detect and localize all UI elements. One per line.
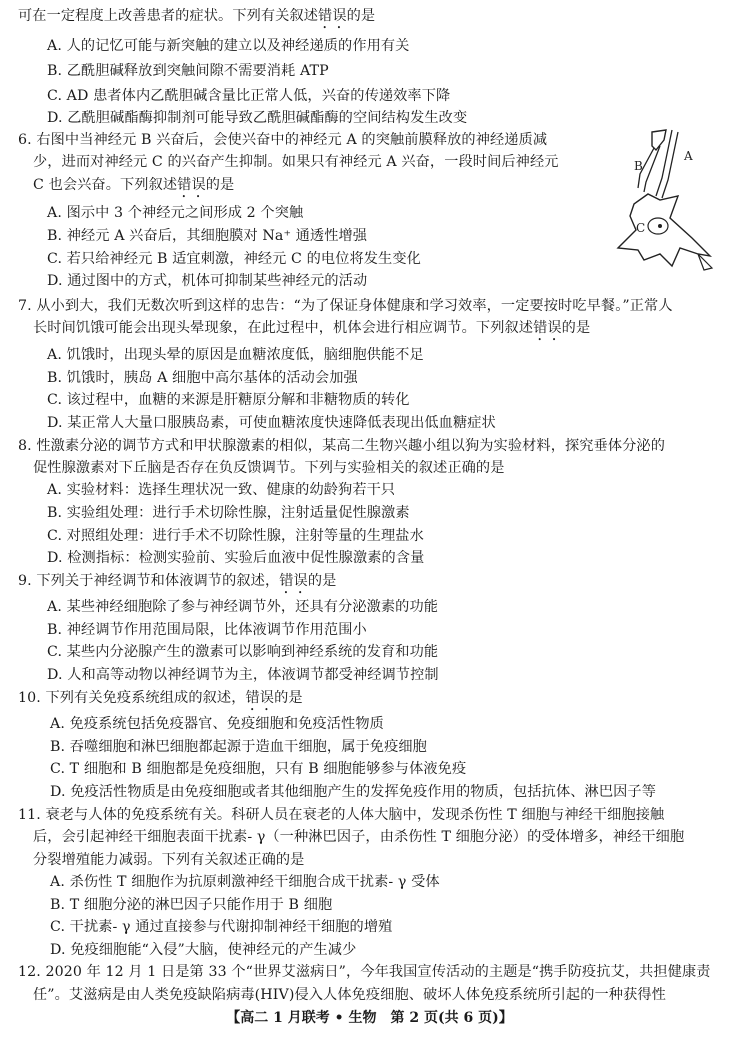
option-c: C. 干扰素- γ 通过直接参与代谢抑制神经干细胞的增殖 — [50, 919, 393, 935]
question-6-stem-cont: 少，进而对神经元 C 的兴奋产生抑制。如果只有神经元 A 兴奋，一段时间后神经元 — [33, 154, 559, 170]
option-d: D. 免疫活性物质是由免疫细胞或者其他细胞产生的发挥免疫作用的物质，包括抗体、淋巴因子等 — [50, 784, 656, 800]
option-c: C. 该过程中，血糖的来源是肝糖原分解和非糖物质的转化 — [47, 392, 410, 408]
question-11-stem: 11. 衰老与人体的免疫系统有关。科研人员在衰老的人体大脑中，发现杀伤性 T 细胞与神经干细胞接触 — [18, 807, 665, 823]
option-a: A. 某些神经细胞除了参与神经调节外，还具有分泌激素的功能 — [47, 599, 439, 615]
option-a: A. 免疫系统包括免疫器官、免疫细胞和免疫活性物质 — [50, 716, 384, 732]
option-b: B. 神经调节作用范围局限，比体液调节作用范围小 — [47, 622, 367, 638]
page-footer — [0, 1008, 739, 1028]
bracket-open: 【 — [226, 1010, 241, 1026]
label-a: A — [684, 149, 693, 163]
option-c: C. 对照组处理：进行手术不切除性腺，注射等量的生理盐水 — [47, 528, 424, 544]
option-b: B. 乙酰胆碱释放到突触间隙不需要消耗 ATP — [47, 63, 329, 79]
text: C 也会兴奋。下列叙述 — [33, 177, 178, 193]
option-c: C. T 细胞和 B 细胞都是免疫细胞，只有 B 细胞能够参与体液免疫 — [50, 761, 467, 777]
option-b: B. 吞噬细胞和淋巴细胞都起源于造血干细胞，属于免疫细胞 — [50, 739, 427, 755]
text: 的是 — [346, 8, 376, 24]
question-7-stem-cont — [33, 318, 590, 344]
question-8-stem-cont: 促性腺激素对下丘脑是否存在负反馈调节。下列与实验相关的叙述正确的是 — [33, 460, 505, 476]
text: 9. 下列关于神经调节和体液调节的叙述， — [18, 573, 280, 589]
emphasis-word: 错误 — [245, 690, 275, 706]
footer-text: 高二 1 月联考 • 生物 第 2 页(共 6 页) — [240, 1010, 499, 1026]
question-12-stem-cont: 任”。艾滋病是由人类免疫缺陷病毒(HIV)侵入人体免疫细胞、破坏人体免疫系统所引起的一种获得性 — [33, 987, 666, 1003]
text: 的是 — [307, 573, 337, 589]
question-12-stem: 12. 2020 年 12 月 1 日是第 33 个“世界艾滋病日”，今年我国宣传活动的主题是“携手防疫抗艾，共担健康责 — [18, 964, 711, 980]
option-d: D. 检测指标：检测实验前、实验后血液中促性腺激素的含量 — [47, 550, 425, 566]
emphasis-word: 错误 — [279, 573, 308, 589]
nucleolus — [658, 224, 662, 228]
option-a: A. 杀伤性 T 细胞作为抗原刺激神经干细胞合成干扰素- γ 受体 — [50, 874, 440, 890]
emphasis-word: 错误 — [177, 177, 206, 193]
question-7-stem: 7. 从小到大，我们无数次听到这样的忠告：“为了保证身体健康和学习效率，一定要按时吃早餐。”正常人 — [18, 298, 673, 314]
question-6-stem: 6. 右图中当神经元 B 兴奋后，会使兴奋中的神经元 A 的突触前膜释放的神经递质减 — [18, 132, 548, 148]
option-b: B. 实验组处理：进行手术切除性腺，注射适量促性腺激素 — [47, 505, 410, 521]
bracket-close: 】 — [498, 1010, 513, 1026]
neuron-c-body — [618, 194, 710, 266]
option-c: C. 若只给神经元 B 适宜刺激，神经元 C 的电位将发生变化 — [47, 251, 421, 267]
option-a: A. 人的记忆可能与新突触的建立以及神经递质的作用有关 — [47, 38, 410, 54]
option-d: D. 免疫细胞能“入侵”大脑，使神经元的产生减少 — [50, 942, 357, 958]
option-d: D. 人和高等动物以神经调节为主，体液调节都受神经调节控制 — [47, 667, 439, 683]
question-8-stem: 8. 性激素分泌的调节方式和甲状腺激素的相似，某高二生物兴趣小组以狗为实验材料，探究垂体分泌的 — [18, 438, 665, 454]
neuron-diagram — [600, 126, 718, 276]
question-6-stem-cont — [33, 175, 234, 201]
option-d: D. 乙酰胆碱酯酶抑制剂可能导致乙酰胆碱酯酶的空间结构发生改变 — [47, 110, 468, 126]
label-c: C — [636, 221, 646, 235]
question-9-stem — [18, 571, 336, 597]
text: 的是 — [561, 320, 591, 336]
text: 的是 — [274, 690, 303, 706]
question-11-stem-cont: 后，会引起神经干细胞表面干扰素- γ（一种淋巴因子，由杀伤性 T 细胞分泌）的受体增多，神经干细胞 — [33, 829, 685, 845]
text: 10. 下列有关免疫系统组成的叙述， — [18, 690, 246, 706]
label-b: B — [634, 159, 643, 173]
emphasis-word: 错误 — [318, 8, 347, 24]
option-d: D. 某正常人大量口服胰岛素，可使血糖浓度快速降低表现出低血糖症状 — [47, 415, 496, 431]
option-b: B. 饥饿时，胰岛 A 细胞中高尔基体的活动会加强 — [47, 370, 358, 386]
option-a: A. 图示中 3 个神经元之间形成 2 个突触 — [47, 205, 304, 221]
text: 的是 — [205, 177, 235, 193]
option-c: C. 某些内分泌腺产生的激素可以影响到神经系统的发育和功能 — [47, 644, 439, 660]
option-d: D. 通过图中的方式，机体可抑制某些神经元的活动 — [47, 273, 368, 289]
option-b: B. T 细胞分泌的淋巴因子只能作用于 B 细胞 — [50, 897, 333, 913]
question-5-stem-end — [18, 6, 375, 32]
option-b: B. 神经元 A 兴奋后，其细胞膜对 Na⁺ 通透性增强 — [47, 228, 368, 244]
text: 可在一定程度上改善患者的症状。下列有关叙述 — [18, 8, 319, 24]
emphasis-word: 错误 — [533, 320, 562, 336]
question-11-stem-cont: 分裂增殖能力减弱。下列有关叙述正确的是 — [33, 852, 305, 868]
question-10-stem — [18, 688, 303, 714]
option-a: A. 实验材料：选择生理状况一致、健康的幼龄狗若干只 — [47, 482, 396, 498]
text: 长时间饥饿可能会出现头晕现象，在此过程中，机体会进行相应调节。下列叙述 — [33, 320, 534, 336]
option-a: A. 饥饿时，出现头晕的原因是血糖浓度低，脑细胞供能不足 — [47, 347, 424, 363]
option-c: C. AD 患者体内乙酰胆碱含量比正常人低，兴奋的传递效率下降 — [47, 88, 451, 104]
